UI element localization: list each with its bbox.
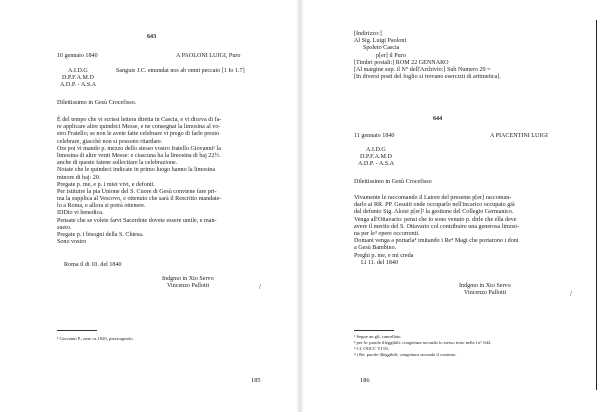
address-line: [Al margine sup. il N° dell'Archivio:] Sub Numero 29 = [354, 66, 491, 73]
signature-name: Vincenzo Pallotti [167, 283, 210, 289]
footnote: ¹ Giovanni P., nato ca 1820, pizzicagnolo. [57, 336, 134, 341]
address-line: Spoleto Cascia [363, 45, 400, 52]
footnote: ⁴ i Re: parole illeggibili; congettura secondo il contesto. [354, 352, 457, 357]
page-number: 186 [360, 377, 370, 384]
address-line: [Timbri postali:] ROM 22 GENNARO [354, 59, 449, 66]
letter-body [354, 195, 519, 267]
body-line: Li 11. del 1840 [361, 259, 399, 266]
header-line: A.I.D.G [366, 147, 386, 153]
body-line: avere il merito del S. Ottavario col contribuire una generosa limosi- [354, 223, 519, 230]
body-line: celebrare, giacchè non si possono ritardare. [57, 138, 163, 145]
letter-date: 10 gennaio 1840 [57, 53, 98, 59]
body-line: Venga all'Ottavario: pensi che io sono venuto p. dirle che ella deve [354, 216, 517, 223]
body-line: Vivamente le raccomando il Latore del presente p[er] raccoman- [354, 195, 512, 201]
footnotes [354, 334, 491, 358]
footnote: ² per le: parole illeggibili; congettura secondo lo stesso testo nella l n° 642. [354, 340, 492, 345]
header-line: D.P.F.A.M.D [62, 75, 94, 81]
header-line: A.I.D.G [68, 68, 88, 74]
salutation: Dilettissimo in Gesù Crocefisso. [57, 100, 137, 106]
header-line: A.D.P. - A.S.A [358, 161, 395, 167]
body-line: Pregate p. me, e p. i miei vivi, e defonti. [57, 181, 155, 188]
letter-number: 643 [147, 34, 157, 40]
signature-line: Indgmo in Xto Servo [459, 283, 511, 289]
body-line: lo a Roma, e allora si potrà ottenere. [57, 203, 146, 210]
footnote: ³ Cf. OOCC VI 93. [354, 346, 389, 351]
body-line: Domani venga a portarla⁴ imitando i Re⁴ Magi che portarono i doni [354, 238, 519, 245]
body-line: darlo ai RR. PP. Gesuiti onde occuparlo nell'incarico occupato già [354, 202, 515, 209]
body-line: Notate che le quindeci indicate in primo luogo hanno la limosina [57, 167, 216, 174]
body-line: Pensate che se volete farvi Sacerdote dovete essere umile, e man- [57, 217, 217, 224]
header-line: A.D.P. - A.S.A [60, 82, 97, 88]
body-line: limosina di altre venti Messe: e ciascuna ha la limosina di baj 22½. [57, 152, 221, 159]
body-line: Pregate p. i bisogni della S. Chiesa. [57, 232, 144, 238]
body-line: È del tempo che vi scrissi lettera diretta in Cascia, e vi diceva di fa- [57, 117, 222, 123]
body-line: IDDio vi benedica. [57, 210, 104, 217]
body-line: na per le³ opere occorrenti. [354, 230, 420, 237]
letter-body [57, 117, 221, 246]
slash-mark: / [570, 290, 572, 298]
letter-addressee: A PIACENTINI LUIGI [490, 133, 548, 139]
footnote-rule [57, 330, 97, 331]
address-line: p[er] il Puro [376, 52, 406, 59]
body-line: a Gesù Bambino. [354, 245, 397, 252]
page-number: 185 [251, 377, 261, 384]
header-verse: Sanguis J.C. emundat nos ab omni peccato [1 Io 1.7] [116, 68, 245, 74]
address-line: [Indirizzo:] [354, 31, 382, 37]
salutation: Dilettissimo in Gesù Crocefisso [354, 179, 432, 185]
right-page [300, 0, 599, 412]
body-line: stro Fratello; se non le avete fatte celebrare vi prego di farle presto [57, 131, 220, 138]
closing-place: Roma il di 10. del 1840 [64, 262, 122, 268]
footnote: ¹ Segue un gli, cancellato. [354, 334, 402, 339]
body-line: Ora poi vi mando p. mezzo dello stesso vostro fratello Giovanni¹ la [57, 145, 221, 152]
body-line: dal defunto Sig. Aloisi p[er]² la gestione del Collegio Germanico. [354, 209, 514, 216]
body-line: minore di baj: 20. [57, 174, 101, 181]
address-line: Al Sig. Luigi Paoloni [354, 38, 407, 45]
address-line: [In diversi posti del foglio si trovano esercizii di aritmetica]. [354, 74, 501, 81]
letter-date: 11 gennaio 1840 [354, 133, 395, 139]
signature-line: Indgmo in Xto Servo [162, 276, 214, 282]
body-line: Sono vostro [57, 239, 87, 246]
header-line: D.P.F.A.M.D [360, 154, 392, 160]
letter-number: 644 [433, 116, 443, 122]
footnote-rule [354, 330, 394, 331]
signature-name: Vincenzo Pallotti [464, 290, 507, 296]
body-line: ma la supplica al Vescovo, e ottenuto che sarà il Rescritto mandate- [57, 196, 222, 203]
body-line: Preghi p. me, e mi creda [354, 252, 414, 259]
page-edge [596, 20, 597, 390]
slash-mark: / [259, 283, 261, 291]
body-line: Per istituire la pia Unione del S. Cuore di Gesù conviene fare pri- [57, 188, 217, 195]
body-line: sueto. [57, 224, 72, 231]
letter-addressee: A PAOLONI LUIGI, Puro [176, 53, 241, 59]
body-line: re applicare altre quindeci Messe, e ne consegnai la limosina al vo- [57, 124, 221, 131]
body-line: anche di queste fatene sollecitare la celebrazione. [57, 160, 178, 167]
address-block [354, 31, 501, 81]
